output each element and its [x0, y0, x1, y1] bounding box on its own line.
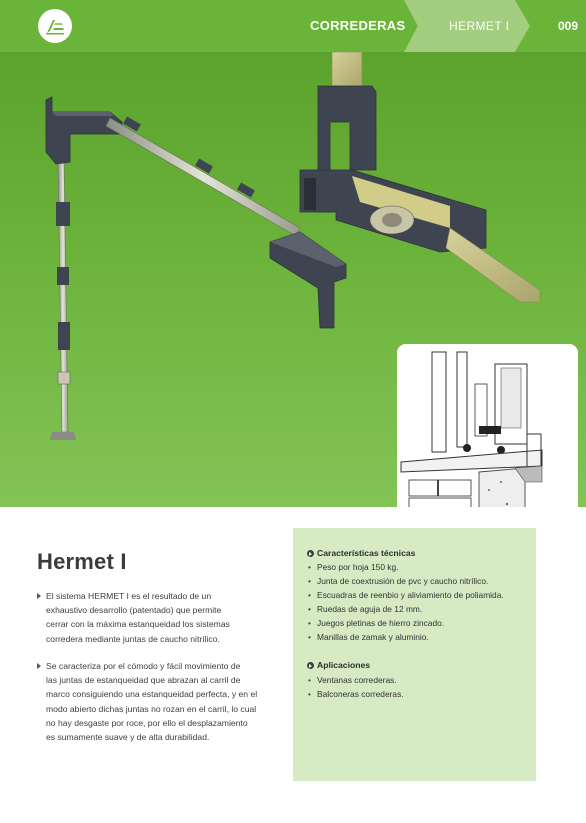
list-item: • Junta de coextrusión de pvc y caucho nitrílico. [307, 574, 504, 588]
page-number: 009 [557, 19, 578, 33]
paragraph-line: Se caracteriza por el cómodo y fácil movimiento de [46, 661, 241, 671]
list-item: • Peso por hoja 150 kg. [307, 560, 504, 574]
applications-list [307, 673, 404, 701]
technical-specs-list [307, 560, 504, 645]
paragraph-line: las juntas de estanqueidad que abrazan al carril de [46, 675, 241, 686]
list-item: • Ventanas correderas. [307, 673, 404, 687]
page-header [0, 0, 586, 52]
paragraph-line: corredera mediante juntas de caucho nitrílico. [46, 633, 220, 644]
description-paragraph-2 [37, 659, 282, 744]
list-item: • Manillas de zamak y aluminio. [307, 630, 504, 644]
specifications-panel [293, 528, 536, 781]
list-item: • Balconeras correderas. [307, 687, 404, 701]
list-item: • Escuadras de reenbio y aliviamiento de poliamida. [307, 588, 504, 602]
circle-arrow-icon [307, 662, 314, 669]
paragraph-line: marco consiguiendo una estanqueidad perfecta, y en el [46, 689, 258, 700]
bullet-arrow-icon [37, 593, 41, 599]
breadcrumb-section: CORREDERAS [310, 18, 406, 33]
page-title: Hermet I [37, 549, 127, 574]
applications-heading: Aplicaciones [307, 660, 370, 670]
technical-specs-heading: Características técnicas [307, 548, 415, 558]
list-item: • Ruedas de aguja de 12 mm. [307, 602, 504, 616]
bullet-arrow-icon [37, 663, 41, 669]
list-item: • Juegos pletinas de hierro zincado. [307, 616, 504, 630]
cross-section-detail-illustration [397, 344, 578, 507]
paragraph-line: El sistema HERMET I es el resultado de un [46, 591, 212, 601]
circle-arrow-icon [307, 550, 314, 557]
paragraph-line: exhaustivo desarrollo (patentado) que permite [46, 605, 222, 616]
paragraph-line: modo abierto dichas juntas no rozan en el carril, lo cual [46, 703, 257, 714]
description-paragraph-1 [37, 589, 282, 646]
cross-section-inset [397, 344, 578, 507]
brand-logo-icon [38, 9, 72, 43]
paragraph-line: cerrar con la máxima estanqueidad los sistemas [46, 619, 230, 630]
breadcrumb-subsection: HERMET I [449, 19, 510, 33]
paragraph-line: no hay desgaste por roce, por ello el desplazamiento [46, 717, 248, 728]
paragraph-line: es sumamente suave y de alta durabilidad. [46, 732, 210, 743]
hero-illustration-area [0, 52, 586, 507]
